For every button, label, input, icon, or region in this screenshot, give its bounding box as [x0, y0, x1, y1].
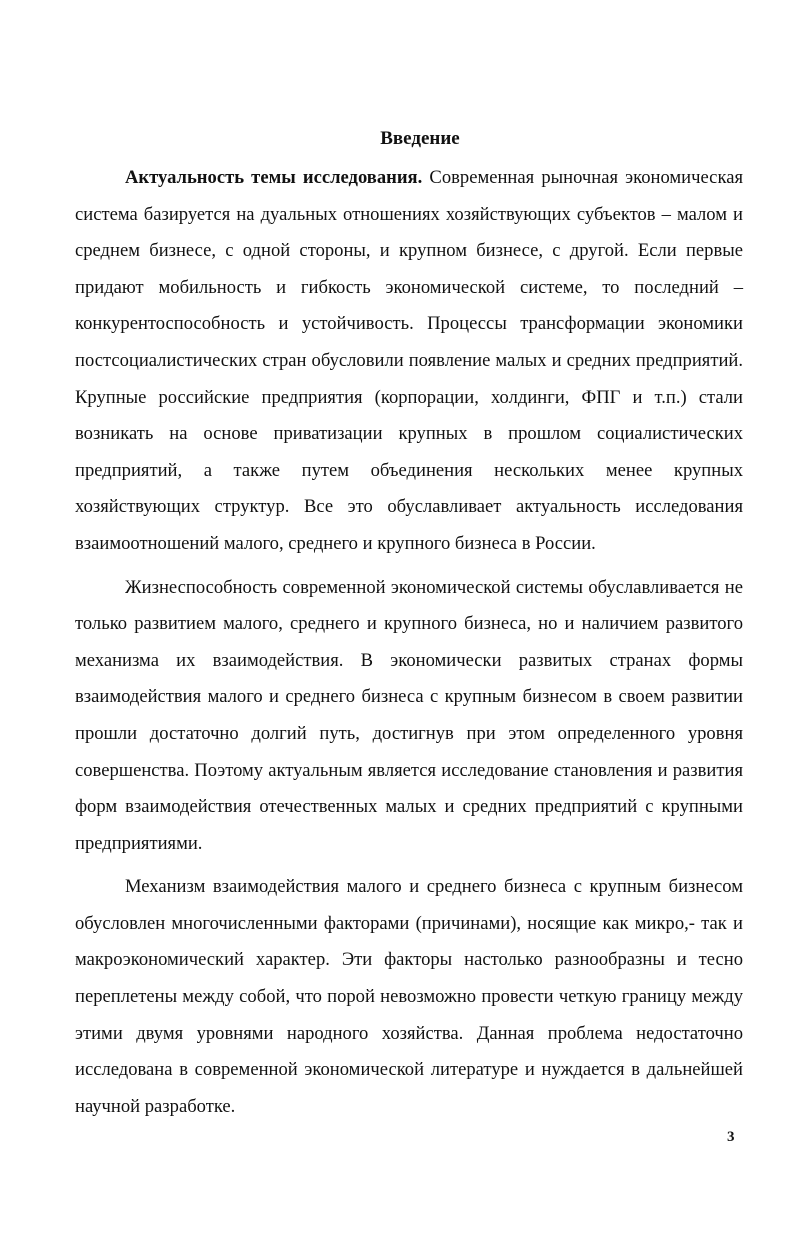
page-number: 3: [727, 1129, 735, 1145]
paragraph-mechanism: Механизм взаимодействия малого и среднего бизнеса с крупным бизнесом обусловлен многочисленными факторами (причинами), носящие как микро,- так и макроэкономический характер. Эти факторы настолько разнообразны и тесно переплетены между собой, что порой невозможно провести четкую границу между этими двумя уровнями народного хозяйства. Данная проблема недостаточно исследована в современной экономической литературе и нуждается в дальнейшей научной разработке.: [75, 876, 743, 1117]
paragraph-text: Современная рыночная экономическая система базируется на дуальных отношениях хозяйствующих субъектов – малом и среднем бизнесе, с одной стороны, и крупном бизнесе, с другой. Если первые придают мобильность и гибкость экономической системе, то последний – конкурентоспособность и устойчивость. Процессы трансформации экономики постсоциалистических стран обусловили появление малых и средних предприятий. Крупные российские предприятия (корпорации, холдинги, ФПГ и т.п.) стали возникать на основе приватизации крупных в прошлом социалистических предприятий, а также путем объединения нескольких менее крупных хозяйствующих структур. Все это обуславливает актуальность исследования взаимоотношений малого, среднего и крупного бизнеса в России.: [75, 167, 743, 554]
paragraph-viability: Жизнеспособность современной экономической системы обуславливается не только развитием малого, среднего и крупного бизнеса, но и наличием развитого механизма их взаимодействия. В экономически развитых странах формы взаимодействия малого и среднего бизнеса с крупным бизнесом в своем развитии прошли достаточно долгий путь, достигнув при этом определенного уровня совершенства. Поэтому актуальным является исследование становления и развития форм взаимодействия отечественных малых и средних предприятий с крупными предприятиями.: [75, 576, 743, 854]
paragraph-lead: Актуальность темы исследования.: [125, 167, 423, 188]
body-text: [75, 160, 743, 1125]
page-title: Введение: [380, 128, 460, 149]
paragraph-relevance: [75, 160, 743, 563]
